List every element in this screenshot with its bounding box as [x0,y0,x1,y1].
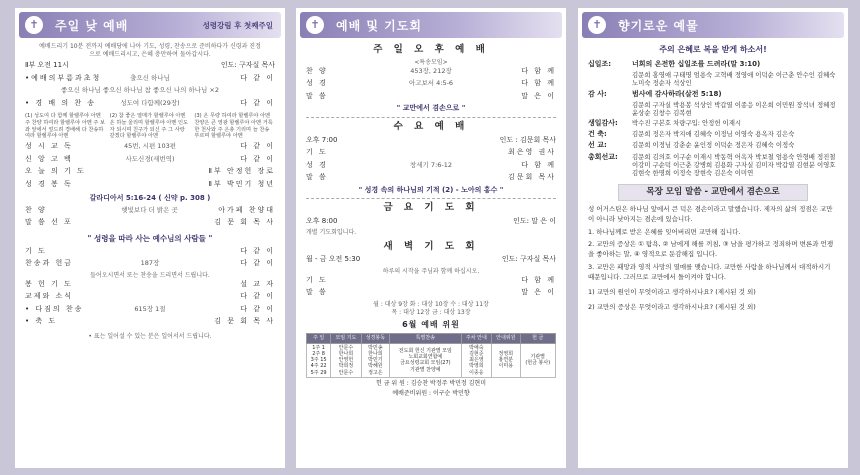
duty-cell: 정영희 홍연분 이미용 [492,343,520,377]
order-detail: 45번, 시편 103편 [124,142,176,151]
order-leader: 다 함 께 [521,66,556,75]
order-label: 성 경 [306,79,328,88]
order-label: 찬송과 헌금 [25,259,74,268]
order-label: 기 도 [25,246,47,255]
order-row [25,167,275,180]
dawn-time: 월 - 금 오전 5:30 [306,255,361,264]
prep-committee: 예배준비위원 : 이구순 박민향 [392,389,470,397]
order-leader: 김 문 회 목 사 [214,317,275,326]
order-label: 말 씀 [306,173,328,182]
church-logo-icon: ✝ [588,16,606,34]
dawn-schedule: 월 : 대상 9장 화 : 대상 10장 수 : 대상 11장 [373,300,489,308]
offering-names: 범사에 감사하라(살전 5:18) [632,89,722,98]
dawn-title: 새 벽 기 도 회 [383,240,479,252]
order-label: 성 경 [306,160,328,169]
order-leader: 말 은 이 [521,91,556,100]
order-leader: 다 같 이 [240,142,275,151]
order-row [306,79,556,92]
order-row [25,305,275,318]
duty-cell: 안문수 한나희 안영헌 박희정 안문수 [331,343,361,377]
offering-item [588,130,838,139]
order-detail: 성도여 다함께(29장) [120,98,180,107]
dawn-schedule-2: 목 : 대상 12장 금 : 대상 13장 [391,309,471,316]
order-detail: 창세기 7:6-12 [410,160,452,169]
fri-leader: 인도: 말 은 이 [513,216,556,225]
offering-item [588,119,838,128]
intro-text: 예배드리기 10분 전까지 예배당에 나아 기도, 성령, 찬송으로 준비하다가 신령과 진정으로 예배드리시고, 은혜 충만하여 돌아갑시다. [39,43,261,59]
study-title: 목장 모임 말씀 - 교만에서 겸손으로 [618,184,808,201]
offering-category [588,101,632,118]
section-header [582,12,844,38]
order-leader: 다 같 이 [240,304,275,313]
order-leader: Ⅱ부 박민기 청년 [208,179,275,188]
wed-sermon: " 성경 속의 하나님의 기적 (2) - 노아의 홍수 " [358,185,504,194]
footer-note: • 표는 일어설 수 있는 분은 일어서서 드립니다. [88,332,212,340]
study-point: 2. 교만의 증상은 ① 탐욕, ② 남에게 해를 끼침, ③ 남을 평가하고 정죄하며 변론과 언쟁을 좋아하는 말, ④ 영적으로 둔감해집 입니다. [588,240,834,259]
duty-table [306,333,556,378]
order-label: 성 시 교 독 [25,142,73,151]
duty-cell: 기관별 (헌금 봉사) [520,343,555,377]
section-header [300,12,562,38]
order-leader: 김 문 회 목 사 [214,218,275,227]
worship-order-page [15,8,285,468]
offering-names: 김문희 구자실 박용봉 석상인 박갑열 이종응 이은희 이민원 장석녀 정혜정 윤상순 김창수 김복현 [632,100,836,117]
section-header [19,12,281,38]
section-title: 주일 낮 예배 [55,18,129,33]
order-label: • 다짐의 찬송 [25,304,84,313]
sunday-sermon: " 교만에서 겸손으로 " [396,104,466,113]
wednesday-title: 수 요 예 배 [393,120,469,132]
offering-category: 총회선교: [588,152,618,161]
order-leader: 다 함 께 [521,79,556,88]
order-label: • 축 도 [25,317,58,326]
order-row [25,280,275,293]
duty-header-cell: 주차 안내 [461,333,491,343]
order-leader: 아가페 찬양대 [218,205,275,214]
order-leader: 김문회 목사 [507,173,556,182]
order-detail: 사도신경(새번역) [125,154,175,163]
order-detail: 615장 1절 [134,304,166,313]
order-leader: 다 같 이 [240,292,275,301]
duty-header-cell: 주 일 [307,333,331,343]
section-subtitle: 성령강림 후 첫째주일 [202,20,273,30]
order-label: 성 경 봉 독 [25,179,73,188]
order-leader: 말 은 이 [521,288,556,297]
order-row [25,247,275,260]
order-label: 말 씀 [306,91,328,100]
order-label: 찬 양 [25,205,47,214]
offering-item [588,90,838,99]
question-2: 2) 교만의 증상은 무엇이라고 생각하시나요? (제시된 것 외) [588,303,756,312]
offering-item [588,60,838,69]
duty-header-cell: 특별찬송 [390,333,461,343]
sunday-pm-title: 주 일 오 후 예 배 [373,44,489,55]
order-detail: 햇빛보다 더 밝은 곳 [121,205,178,214]
friday-title: 금 요 기 도 회 [383,202,479,214]
offering-category: 건 축: [588,130,607,139]
study-point: 1. 하나님께로 받은 은혜를 잊어버리면 교만해 집니다. [588,227,741,236]
order-label: 말 씀 선 포 [25,218,73,227]
order-row [25,218,275,231]
church-logo-icon: ✝ [25,16,43,34]
order-row [25,206,275,219]
dawn-leader: 인도: 구자실 목사 [501,255,556,264]
order-leader: 다 같 이 [240,154,275,163]
order-row [25,74,275,87]
offering-names: 김문희 김의호 이구순 이재시 박동혁 어옥자 박보철 엄용숙 안형배 정진철 이강미 구순덕 이근춘 강병희 김용화 구자실 김미자 박갑열 김현분 이영호 김현숙 한명희 이정숙 장현숙 김은숙 이미연 [632,152,836,178]
duty-cell: 박민송 한나희 박민기 박혜원 정고은 [361,343,389,377]
sermon-title: " 성령을 따라 사는 예수님의 사람들 " [87,233,213,243]
fri-note: 개별 기도회입니다. [306,229,357,237]
order-detail: 출으신 하나님 [130,73,170,82]
duty-title: 6월 예배 위원 [402,320,460,330]
order-row [25,99,275,112]
order-leader: 설 교 자 [240,279,275,288]
offering-names: 박수진 구본호 차량구입: 안정헌 이재시 [632,119,742,128]
offering-names: 너희의 온전한 십일조를 드려라(말 3:10) [632,59,761,68]
hymn-lyrics: (1) 성도여 다 함께 할렐루야 아멘 주 찬양 하여라 할렐루야 아멘 주 보좌 앞에서 엎드려 경배해 다 찬송하여라 할렐루야 아멘 (2) 참 좋은 열매가 할렐루야 아멘 온 하늘 울리며 할렐루야 아멘 인도자 되시며 친구가 되신 주 그 사랑 갚겠다 할렐루야 아멘 (3) 온 무량 하여라 할렐루야 아멘 찬양은 큰 영광 할렐루야 아멘 거룩한 천사와 주 은총 기리며 늘 찬송 부르며 할렐루야 아멘 [25,113,273,140]
offering-names: 김문희 홍영애 구태명 엄용숙 고혁배 정영애 이덕순 이근춘 안수인 김혜숙 노미숙 정순자 석상인 [632,70,836,88]
order-leader: Ⅱ부 안정헌 장로 [208,167,275,176]
order-row [25,292,275,305]
order-row [25,259,275,272]
order-detail: 453장, 212장 [410,66,452,75]
order-leader: 다 함 께 [521,275,556,284]
study-point: 3. 교만은 패망과 영적 사망의 열매를 맺습니다. 교만한 사람을 하나님께서 대적하시기 때문입니다. 그러므로 교만에서 돌이켜야 합니다. [588,262,831,281]
order-row [25,86,275,99]
section-title: 향기로운 예물 [618,18,699,33]
order-label: 기 도 [306,148,328,157]
order-label: 봉 헌 기 도 [25,279,73,288]
offering-list [588,60,838,178]
presider: 인도: 구자실 목사 [220,61,275,70]
offering-item [588,101,838,118]
offering-category: 감 사: [588,89,607,98]
offering-item [588,141,838,150]
order-leader: 최은영 권사 [507,148,556,157]
order-label: 말 씀 [306,288,328,297]
order-row [306,288,556,301]
sunday-pm-sub: <특송모임> [414,58,448,66]
offering-category: 생일감사: [588,119,618,128]
order-label: 기 도 [306,275,328,284]
offering-item [588,153,838,178]
order-label: • 경 배 의 찬 송 [25,98,97,107]
section-title: 예배 및 기도회 [336,18,422,33]
blessing-verse: 주의 은혜로 복을 받게 하소서! [659,45,767,54]
offering-committee: 헌 금 위 원 : 김승찬 박정주 박민정 김현미 [375,379,487,387]
offering-names: 김문희 정은자 박지애 김혜숙 이정님 이영숙 용옥자 김은숙 [632,130,795,139]
order-leader: 다 같 이 [240,73,275,82]
offering-category [588,71,632,88]
order-row [306,67,556,80]
order-label: 오 늘 의 기 도 [25,167,86,176]
offering-category: 선 교: [588,141,607,150]
wed-time: 오후 7:00 [306,135,338,144]
duty-cell: 전도회 헌신 기관별 모임 노회교회연합예 금요성령교회 모임(27) 기관별 찬양예 [390,343,461,377]
duty-header-cell: 모임 기도 [331,333,361,343]
order-label: 교제와 소식 [25,292,74,301]
offering-item [588,71,838,88]
wed-leader: 인도 : 김문회 목사 [499,135,556,144]
order-row [25,317,275,330]
order-detail: 아고보서 4:5-6 [408,79,454,88]
service-time: Ⅱ부 오전 11시 [25,61,69,70]
duty-header-cell: 안내위원 [492,333,520,343]
order-label: •예배의부름과초청 [25,73,102,82]
order-leader: 다 같 이 [240,259,275,268]
order-row [25,180,275,193]
duty-header-cell: 헌 금 [520,333,555,343]
order-label: 찬 양 [306,66,328,75]
order-row [25,142,275,155]
order-detail: 187장 [140,259,160,268]
order-label: 신 앙 고 백 [25,154,73,163]
duty-cell: 박예숙 김현준 최은영 박영희 이종응 [461,343,491,377]
study-intro: 성 어거스틴은 하나님 앞에서 큰 덕은 겸손이라고 말했습니다. 제자의 삶의 정점은 교만이 아니라 낮아지는 겸손에 있습니다. [588,205,833,223]
duty-cell: 1주 1 2주 8 3주 15 4주 22 5주 29 [307,343,331,377]
dawn-note: 하루의 시작을 주님과 함께 하십시오. [382,267,480,275]
church-logo-icon: ✝ [306,16,324,34]
order-row [306,173,556,186]
order-leader: 다 같 이 [240,98,275,107]
order-row [306,148,556,161]
order-row [25,155,275,168]
fri-time: 오후 8:00 [306,216,338,225]
offering-names: 김문희 이정님 강춘순 윤인정 이덕순 정은자 김혜숙 이정숙 [632,141,795,150]
order-row [306,276,556,289]
order-row [306,92,556,105]
offering-note: 들어오시면서 또는 찬송을 드리면서 드립니다. [90,271,210,279]
scripture-ref: 갈라디아서 5:16-24 ( 신약 p. 308 ) [89,194,211,203]
order-row [306,161,556,174]
services-page [296,8,566,468]
offerings-page [578,8,848,468]
question-1: 1) 교만의 원인이 무엇이라고 생각하시나요? (제시된 것 외) [588,288,756,297]
order-leader: 다 함 께 [521,160,556,169]
duty-header-cell: 성경봉독 [361,333,389,343]
order-leader: 다 같 이 [240,246,275,255]
offering-category: 십일조: [588,59,612,68]
order-detail: 좋으신 하나님 좋으신 하나님 참 좋으신 나의 하나님 ×2 [61,86,219,95]
